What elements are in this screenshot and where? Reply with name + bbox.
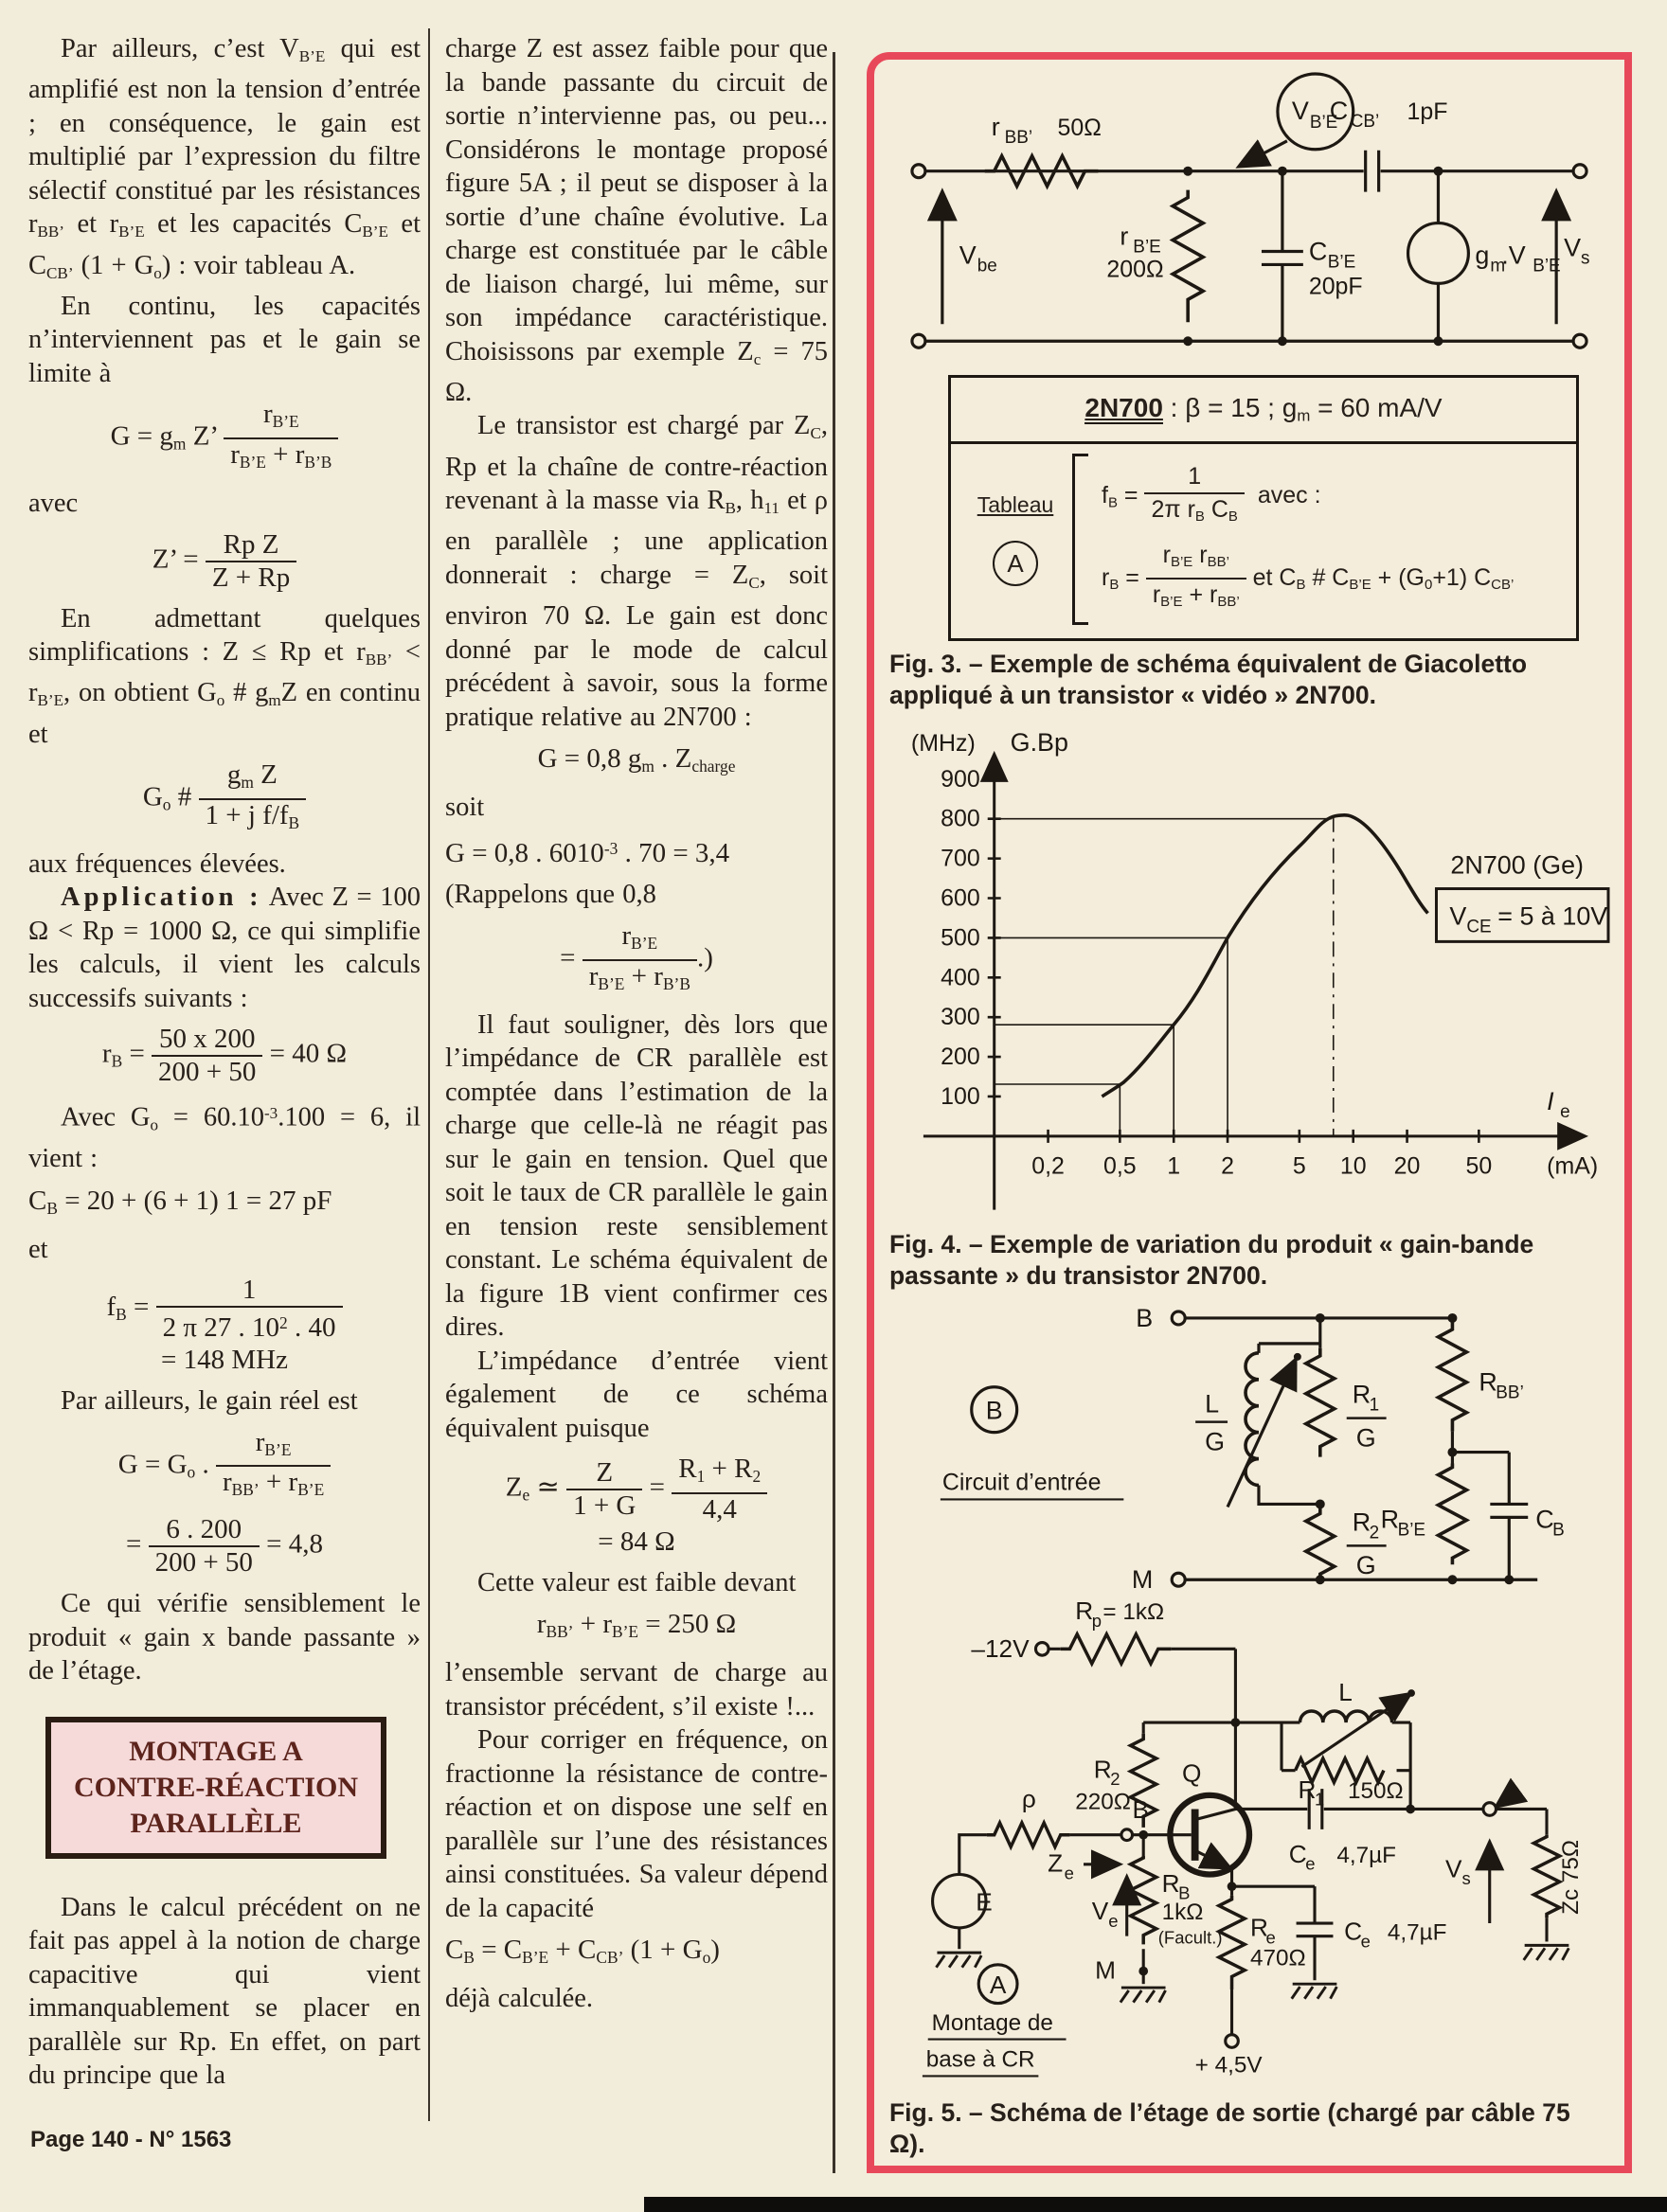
paragraph: Cette valeur est faible devant (477, 1567, 797, 1597)
label: B (1178, 1882, 1191, 1903)
label: 1 (1369, 1395, 1380, 1416)
x-tick: 10 (1339, 1153, 1367, 1181)
heading-line: CONTRE-RÉACTION (73, 1771, 359, 1803)
bracket (1072, 454, 1088, 626)
paragraph: Dans le calcul précédent on ne fait pas appel à la notion de charge capacitive qui vient immanquablement se placer en parallèle sur Rp. En effet, on part du principe que la (28, 1892, 421, 2091)
label: = 1kΩ (1102, 1599, 1165, 1626)
tableau-title: 2N700 : β = 15 ; $g_m = 60$ mA/V (951, 378, 1576, 444)
formula-zprime: Z’ = $\frac{\text{Rp Z}}{Z + Rp}$ (28, 529, 421, 594)
supply-label: –12V (971, 1634, 1030, 1664)
label: 470Ω (1249, 1945, 1306, 1971)
formula-rb: $r_B$ = $\frac{50 x 200}{200 + 50}$ = 40 Ω (101, 1024, 348, 1088)
label: 150Ω (1348, 1778, 1404, 1805)
label: Zc 75Ω (1558, 1840, 1585, 1916)
tableau-formula-rb: $r_B$ = $r_{B’E}$ $r_{BB’}$ $r_{B’E} + r_{BB’}$ et $C_B$ # $C_{B’E} + (G_0+1)$ $C_{CB’}$ (1102, 542, 1515, 611)
x-tick: 0,5 (1103, 1153, 1137, 1181)
formula-cb2: $C_B = C_{B’E} + C_{CB’}$ $(1 + G_o)$ (445, 1935, 720, 1968)
y-tick: 900 (941, 766, 980, 794)
paragraph: Il faut souligner, dès lors que l’impédance de CR parallèle est comptée dans l’estimation de la charge que celle-là ne réagit pas sur le gain en tension. Quel que soit le taux de CR parallèle le gain en tension reste sensiblement constant. Le schéma équivalent de la figure 1B vient confirmer ces dires. (445, 1009, 828, 1343)
paragraph: Pour corriger en fréquence, on fractionne la résistance de contre-réaction et on dispose une self en parallèle sur l’une des résistances ainsi constituées. Sa valeur dépend de la capacité (445, 1725, 828, 1923)
x-axis-name: I (1547, 1087, 1554, 1116)
heading-line: PARALLÈLE (130, 1807, 302, 1839)
vbe-balloon-label: V (1291, 96, 1309, 125)
fig4-caption: Fig. 4. – Exemple de variation du produit « gain-bande passante » du transistor 2N700. (889, 1230, 1534, 1291)
label: B’E (1533, 256, 1561, 276)
label: L (1338, 1677, 1353, 1706)
formula-rappel: = $\frac{r_{B’E}}{r_{B’E} + r_{B’B}}$ .) (560, 919, 713, 993)
label: 2 (1110, 1769, 1120, 1790)
formula-cb: $C_B = 20 + (6 + 1) 1 = 27$ pF (28, 1185, 332, 1218)
paragraph: Par ailleurs, le gain réel est (61, 1386, 358, 1416)
circled-b: B (985, 1396, 1003, 1425)
label: V (1445, 1854, 1462, 1883)
label: R (1298, 1775, 1317, 1805)
label: 50Ω (1057, 114, 1102, 141)
label: B’E (1133, 237, 1161, 258)
fig5-caption: Fig. 5. – Schéma de l’étage de sortie (chargé par câble 75 Ω). (889, 2098, 1570, 2159)
heading-line: MONTAGE A (129, 1735, 303, 1767)
label: E (976, 1887, 993, 1917)
formula-gain: $G = g_m$ Z’ $\frac{r_{B’E}}{r_{B’E} + r_{B’B}}$ (28, 399, 421, 478)
y-tick: 800 (941, 806, 980, 833)
formula-result: = $\frac{6 . 200}{200 + 50}$ = 4,8 (125, 1514, 324, 1579)
label: Q (1182, 1758, 1202, 1788)
x-tick: 2 (1221, 1153, 1234, 1181)
label: g (1475, 241, 1490, 270)
label: L (1205, 1389, 1220, 1418)
tableau-formula-fb: $f_B$ = $\frac{1}{2\pi r_B C_B}$ avec : (1102, 462, 1321, 526)
label: R (1380, 1505, 1400, 1534)
label: R (1075, 1597, 1094, 1626)
label: C (1308, 237, 1328, 266)
label: 1 (1315, 1789, 1325, 1810)
label: + 4,5V (1194, 2052, 1263, 2078)
label: 2 (1369, 1523, 1380, 1543)
label: R (1161, 1869, 1180, 1899)
label: B’E (1327, 252, 1356, 273)
label: p (1091, 1611, 1102, 1632)
label: e (1108, 1911, 1119, 1932)
legend-device: 2N700 (Ge) (1450, 850, 1585, 880)
x-tick: 0,2 (1031, 1153, 1065, 1181)
column-divider-left (428, 28, 430, 2121)
label: .V (1501, 241, 1526, 270)
label: (Facult.) (1157, 1927, 1223, 1948)
x-tick: 50 (1465, 1153, 1493, 1181)
fig4-gain-bandwidth-chart (886, 721, 1613, 1222)
paragraph: aux fréquences élevées. (28, 848, 286, 879)
label: 4,7µF (1336, 1843, 1396, 1869)
formula-fb: $f_B$ = $\frac{1}{2 \pi 27 . 10^2 . 40}$ = 148 MHz (28, 1275, 421, 1376)
label: be (977, 256, 997, 276)
label: R (1093, 1755, 1112, 1784)
y-axis-name: G.Bp (1010, 728, 1068, 758)
label: s (1461, 1868, 1471, 1889)
label: V (1564, 233, 1582, 262)
label: CB’ (1350, 111, 1380, 132)
label: BB’ (1496, 1382, 1524, 1403)
fig3-caption: Fig. 3. – Exemple de schéma équivalent de Giacoletto appliqué à un transistor « vidéo » 2N700. (889, 650, 1528, 710)
paragraph: Avec $G_o = 60.10^{-3}.100 = 6$, il vient : (28, 1103, 421, 1174)
formula-gain-reel: $G = G_o$ . $r_{B’E}$ $r_{BB’} + r_{B’E}$ (28, 1427, 421, 1507)
label: V (1091, 1897, 1109, 1926)
x-tick: 1 (1167, 1153, 1181, 1181)
y-tick: 700 (941, 846, 980, 873)
y-axis-unit: (MHz) (910, 730, 976, 758)
label: G (1355, 1423, 1376, 1453)
formula-go: $G_o$ # $\frac{g_m Z}{1 + j f/f_B}$ (28, 759, 421, 839)
left-column (28, 32, 421, 2093)
label: Montage de (931, 2010, 1053, 2037)
x-tick: 5 (1292, 1153, 1306, 1181)
label: 220Ω (1075, 1789, 1131, 1815)
formula-g-num: G = 0,8 . $6010^{-3}$ . 70 = 3,4 (445, 838, 730, 869)
label: B’E (1309, 112, 1338, 133)
x-tick: 20 (1393, 1153, 1421, 1181)
label: e (1305, 1853, 1316, 1874)
label: r (1120, 222, 1129, 251)
paragraph: Le transistor est chargé par $Z_C$, Rp et la chaîne de contre-réaction revenant à la masse via $R_B$, $h_{11}$ et ρ en parallèle ; une application donnerait : charge = $Z_C$, soit environ 70 Ω. Le gain est donc donné par le mode de calcul précédent à savoir, sous la forme pratique relative au 2N700 : (445, 411, 828, 732)
label: e (1560, 1102, 1570, 1123)
label: e (1265, 1927, 1276, 1948)
scan-edge-bar (644, 2197, 1667, 2212)
label: B’E (1397, 1520, 1426, 1541)
paragraph: et (28, 1234, 48, 1264)
paragraph: déjà calculée. (445, 1984, 594, 2014)
tableau-a (948, 375, 1579, 641)
paragraph: Par ailleurs, c’est $V_{B’E}$ qui est amplifié est non la tension d’entrée ; en conséquence, le gain est multiplié par l’expression du filtre sélectif constitué par les résistances $r_{BB’}$ et $r_{B’E}$ et les capacités $C_{B’E}$ et $C_{CB’}$ $(1 + G_o)$ : voir tableau A. (28, 34, 421, 282)
label: B (1552, 1520, 1565, 1541)
fig3-giacoletto-schematic (886, 67, 1613, 369)
y-tick: 200 (941, 1044, 980, 1071)
label: C (1535, 1505, 1554, 1534)
label: 200Ω (1106, 256, 1164, 283)
label: ρ (1021, 1784, 1036, 1813)
legend-vce: V (1449, 901, 1467, 931)
label: BB’ (1004, 127, 1033, 148)
column-divider-right (833, 52, 835, 2173)
paragraph: soit (445, 792, 485, 822)
label: 20pF (1308, 273, 1363, 300)
tableau-label: Tableau A (959, 492, 1072, 586)
formula-g08: G = 0,8 $g_m$ . $Z_{charge}$ (537, 743, 736, 776)
y-tick: 400 (941, 964, 980, 991)
label: R (1479, 1367, 1497, 1397)
label: 4,7µF (1387, 1919, 1447, 1946)
label: G (1355, 1551, 1376, 1580)
label: C (1329, 96, 1349, 125)
label: V (959, 241, 977, 270)
page-footer: Page 140 - N° 1563 (30, 2127, 232, 2152)
label: B (1132, 1795, 1150, 1825)
label: R (1352, 1507, 1371, 1537)
label: 1pF (1407, 98, 1448, 125)
paragraph: (Rappelons que 0,8 (445, 880, 656, 910)
fig5-output-stage-schematic (886, 1594, 1613, 2096)
label: CE (1466, 917, 1492, 937)
label: r (991, 112, 1000, 141)
label: = 5 à 10V (1497, 901, 1608, 931)
terminal-m-label: M (1131, 1565, 1154, 1595)
paragraph: En admettant quelques simplifications : Z ≤ Rp et $r_{BB’} < r_{B’E}$, on obtient $G_o$ # $g_mZ$ en continu et (28, 603, 421, 749)
paragraph-application: Application : Avec Z = 100 Ω < Rp = 1000 Ω, ce qui simplifie les calculs, il vient les calculs successifs suivants : (28, 883, 421, 1013)
paragraph: charge Z est assez faible pour que la bande passante du circuit de sortie n’intervienne pas, ou peu... Considérons le montage proposé figure 5A ; il peut se disposer à la sortie d’une chaîne évolutive. La charge est constituée par le câble de liaison chargé, lui même, sur son impédance caractéristique. Choisissons par exemple $Z_c = 75$ Ω. (445, 34, 828, 407)
label: base à CR (925, 2046, 1035, 2073)
label: e (1064, 1863, 1074, 1883)
paragraph: avec (28, 489, 79, 519)
label: 1kΩ (1161, 1900, 1204, 1926)
paragraph: En continu, les capacités n’interviennent pas et le gain se limite à (28, 291, 421, 388)
paragraph: L’impédance d’entrée vient également de ce schéma équivalent puisque (445, 1346, 828, 1443)
label: e (1360, 1931, 1371, 1952)
label: s (1581, 248, 1590, 269)
label: m (1490, 256, 1506, 276)
label: C (1288, 1840, 1307, 1869)
label: M (1095, 1955, 1117, 1985)
y-tick: 600 (941, 884, 980, 912)
terminal-b-label: B (1136, 1303, 1154, 1332)
y-tick: 100 (941, 1083, 980, 1111)
circled-a: A (989, 1971, 1007, 2000)
paragraph: Ce qui vérifie sensiblement le produit « gain x bande passante » de l’étage. (28, 1589, 421, 1686)
label: R (1249, 1913, 1268, 1942)
label: G (1205, 1427, 1226, 1456)
circuit-b-input-network (886, 1301, 1613, 1594)
label: C (1344, 1917, 1363, 1946)
label: R (1352, 1380, 1371, 1409)
label: Z (1048, 1848, 1064, 1878)
y-tick: 500 (941, 924, 980, 952)
circuit-b-title: Circuit d’entrée (941, 1469, 1102, 1496)
formula-ze: $Z_e$ ≃ $\frac{Z}{1 + G}$ = $\frac{R_1 + R_2}{4,4}$ = 84 Ω (445, 1454, 828, 1558)
figure-panel (867, 52, 1632, 2173)
paragraph: l’ensemble servant de charge au transistor précédent, s’il existe !... (445, 1658, 828, 1721)
x-axis-unit: (mA) (1547, 1153, 1599, 1181)
middle-column (445, 32, 828, 2201)
montage-heading-box (45, 1717, 386, 1859)
y-tick: 300 (941, 1004, 980, 1031)
formula-250: $r_{BB’} + r_{B’E} = 250$ Ω (536, 1609, 737, 1642)
